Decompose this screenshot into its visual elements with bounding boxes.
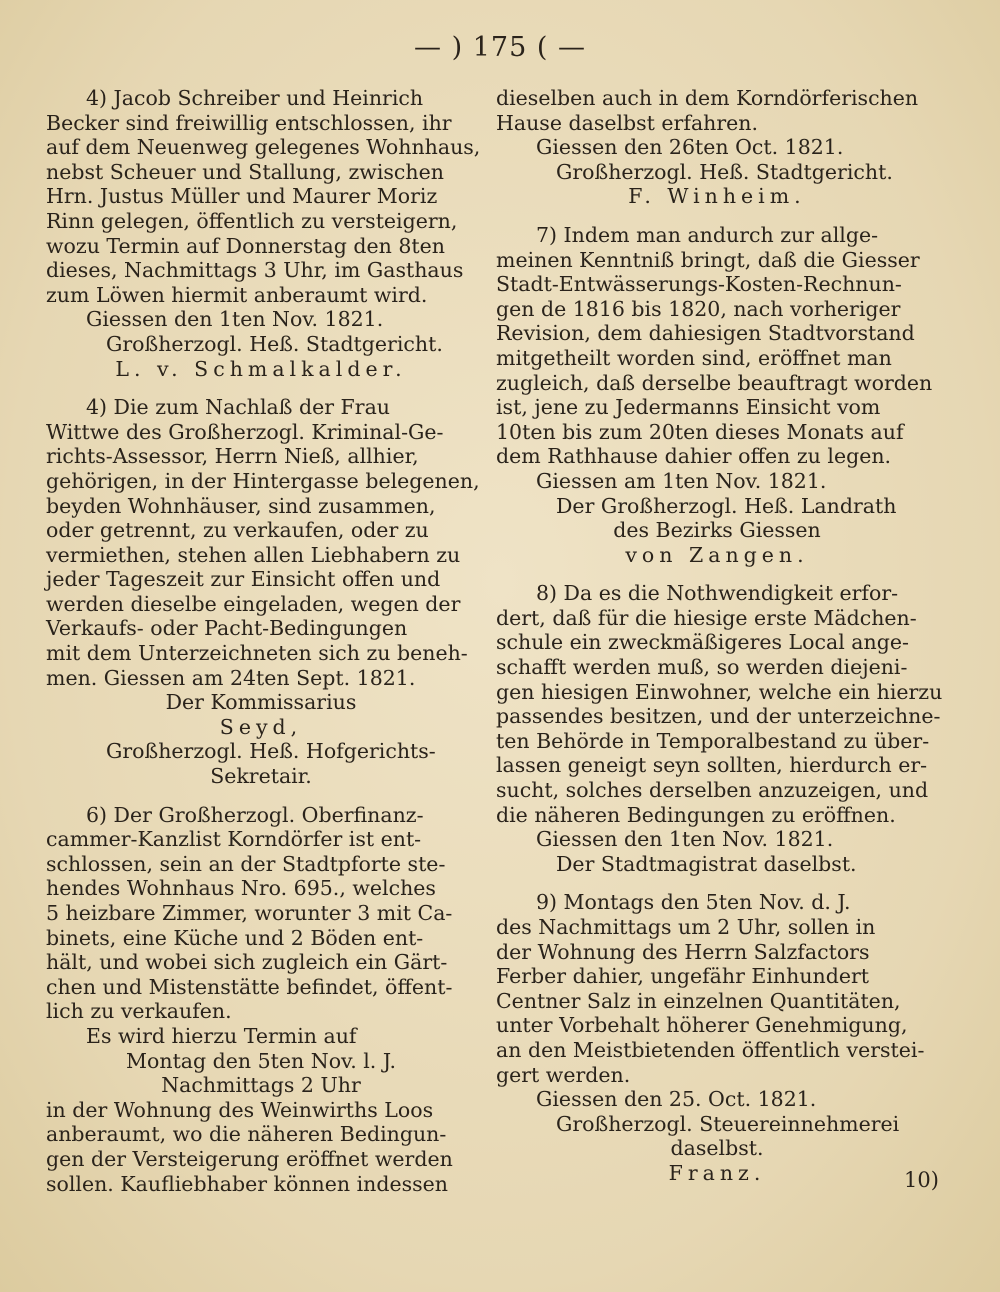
text-line: 7) Indem man andurch zur allge-: [536, 222, 879, 247]
text-line: dert, daß für die hiesige erste Mädchen-: [496, 605, 917, 630]
text-line: 4) Jacob Schreiber und Heinrich: [86, 86, 424, 110]
text-line: 8) Da es die Nothwendigkeit erfor-: [536, 581, 899, 606]
text-line: binets, eine Küche und 2 Böden ent-: [46, 925, 424, 950]
text-line: lassen geneigt seyn sollten, hierdurch er-: [496, 753, 928, 778]
text-line: Rinn gelegen, öffentlich zu versteigern,: [46, 208, 458, 233]
text-line: passendes besitzen, und der unterzeichne-: [496, 704, 941, 729]
text-line: 4) Die zum Nachlaß der Frau: [86, 395, 391, 420]
text-line: mit dem Unterzeichneten sich zu beneh-: [46, 641, 468, 666]
text-line: zugleich, daß derselbe beauftragt worden: [496, 370, 933, 395]
text-line: gert werden.: [496, 1062, 631, 1087]
text-line: Der Großherzogl. Heß. Landrath: [556, 493, 897, 518]
text-line: gen hiesigen Einwohner, welche ein hierzu: [496, 679, 943, 704]
text-line: vermiethen, stehen allen Liebhabern zu: [46, 542, 461, 567]
text-line: Centner Salz in einzelnen Quantitäten,: [496, 988, 901, 1013]
text-line: Giessen den 26ten Oct. 1821.: [536, 135, 844, 160]
text-line: Montag den 5ten Nov. l. J.: [126, 1048, 396, 1073]
text-line: meinen Kenntniß bringt, daß die Giesser: [496, 247, 920, 272]
text-line: Seyd,: [219, 714, 303, 739]
text-line: sollen. Kaufliebhaber können indessen: [46, 1171, 448, 1196]
text-line: an den Meistbietenden öffentlich verstei-: [496, 1037, 925, 1062]
text-line: dieses, Nachmittags 3 Uhr, im Gasthaus: [46, 258, 464, 283]
text-line: die näheren Bedingungen zu eröffnen.: [496, 802, 896, 827]
text-line: schlossen, sein an der Stadtpforte ste-: [46, 851, 446, 876]
text-line: in der Wohnung des Weinwirths Loos: [46, 1097, 434, 1122]
text-line: Giessen den 1ten Nov. 1821.: [536, 827, 834, 852]
text-line: mitgetheilt worden sind, eröffnet man: [496, 345, 892, 370]
text-line: beyden Wohnhäuser, sind zusammen,: [46, 493, 436, 518]
text-line: sucht, solches derselben anzuzeigen, und: [496, 778, 929, 803]
text-line: Wittwe des Großherzogl. Kriminal-Ge-: [46, 419, 444, 444]
text-line: ist, jene zu Jedermanns Einsicht vom: [496, 395, 881, 420]
text-line: anberaumt, wo die näheren Bedingun-: [46, 1122, 447, 1147]
text-line: Franz.: [668, 1160, 766, 1185]
text-line: 10ten bis zum 20ten dieses Monats auf: [496, 419, 904, 444]
text-line: des Nachmittags um 2 Uhr, sollen in: [496, 915, 876, 939]
text-line: Großherzogl. Heß. Hofgerichts-: [106, 739, 436, 764]
text-line: Der Kommissarius: [165, 690, 357, 715]
text-line: dem Rathhause dahier offen zu legen.: [496, 444, 892, 469]
text-line: unter Vorbehalt höherer Genehmigung,: [496, 1013, 908, 1038]
text-line: der Wohnung des Herrn Salzfactors: [496, 939, 870, 964]
text-line: gen der Versteigerung eröffnet werden: [46, 1146, 453, 1171]
text-line: gehörigen, in der Hintergasse belegenen,: [46, 468, 480, 493]
text-line: Der Stadtmagistrat daselbst.: [556, 851, 857, 876]
text-line: L. v. Schmalkalder.: [115, 356, 407, 381]
text-line: cammer-Kanzlist Korndörfer ist ent-: [46, 827, 422, 852]
text-line: Verkaufs- oder Pacht-Bedingungen: [46, 616, 408, 641]
paragraph-gap: [496, 876, 938, 890]
text-line: schule ein zweckmäßigeres Local ange-: [496, 630, 909, 655]
text-line: Giessen am 1ten Nov. 1821.: [536, 468, 827, 493]
text-line: Giessen den 1ten Nov. 1821.: [86, 307, 384, 332]
paragraph-gap: [496, 567, 938, 581]
text-line: gen de 1816 bis 1820, nach vorheriger: [496, 296, 901, 321]
text-line: wozu Termin auf Donnerstag den 8ten: [46, 233, 445, 258]
text-line: Nachmittags 2 Uhr: [161, 1073, 361, 1098]
paragraph-gap: [46, 381, 476, 395]
text-line: des Bezirks Giessen: [613, 518, 821, 543]
paragraph-gap: [46, 789, 476, 803]
text-line: Giessen den 25. Oct. 1821.: [536, 1087, 817, 1112]
text-line: schafft werden muß, so werden diejeni-: [496, 655, 908, 680]
text-line: von Zangen.: [625, 542, 809, 567]
text-line: werden dieselbe eingeladen, wegen der: [46, 591, 461, 616]
right-column: [496, 86, 943, 1186]
text-line: Stadt-Entwässerungs-Kosten-Rechnun-: [496, 272, 902, 297]
text-line: jeder Tageszeit zur Einsicht offen und: [46, 567, 441, 592]
catchword: 10): [904, 1168, 939, 1192]
text-line: F. Winheim.: [628, 184, 806, 209]
text-line: nebst Scheuer und Stallung, zwischen: [46, 159, 444, 184]
page-number-header: — ) 175 ( —: [414, 32, 586, 63]
text-line: auf dem Neuenweg gelegenes Wohnhaus,: [46, 135, 481, 160]
text-line: Großherzogl. Heß. Stadtgericht.: [556, 159, 893, 184]
text-line: Ferber dahier, ungefähr Einhundert: [496, 964, 870, 989]
text-line: hendes Wohnhaus Nro. 695., welches: [46, 876, 436, 901]
text-line: ten Behörde in Temporalbestand zu über-: [496, 728, 930, 753]
text-line: Revision, dem dahiesigen Stadtvorstand: [496, 321, 915, 346]
text-line: Hrn. Justus Müller und Maurer Moriz: [46, 184, 438, 209]
text-line: Großherzogl. Steuereinnehmerei: [556, 1111, 900, 1136]
paragraph-gap: [496, 209, 938, 223]
text-line: daselbst.: [670, 1136, 764, 1161]
text-line: lich zu verkaufen.: [46, 999, 232, 1024]
text-line: Großherzogl. Heß. Stadtgericht.: [106, 331, 443, 356]
text-line: men. Giessen am 24ten Sept. 1821.: [46, 665, 416, 690]
text-line: Es wird hierzu Termin auf: [86, 1023, 357, 1048]
text-line: hält, und wobei sich zugleich ein Gärt-: [46, 950, 448, 975]
text-line: Hause daselbst erfahren.: [496, 110, 759, 135]
text-line: richts-Assessor, Herrn Nieß, allhier,: [46, 444, 419, 469]
text-line: Becker sind freiwillig entschlossen, ihr: [46, 110, 452, 135]
text-line: 6) Der Großherzogl. Oberfinanz-: [86, 802, 424, 827]
text-line: dieselben auch in dem Korndörferischen: [496, 86, 919, 110]
text-line: 5 heizbare Zimmer, worunter 3 mit Ca-: [46, 901, 453, 925]
left-column: [46, 86, 481, 1196]
text-line: chen und Mistenstätte befindet, öffent-: [46, 974, 453, 999]
text-line: oder getrennt, zu verkaufen, oder zu: [46, 518, 429, 543]
text-line: 9) Montags den 5ten Nov. d. J.: [536, 890, 851, 915]
text-line: Sekretair.: [210, 764, 312, 789]
text-line: zum Löwen hiermit anberaumt wird.: [46, 282, 428, 307]
